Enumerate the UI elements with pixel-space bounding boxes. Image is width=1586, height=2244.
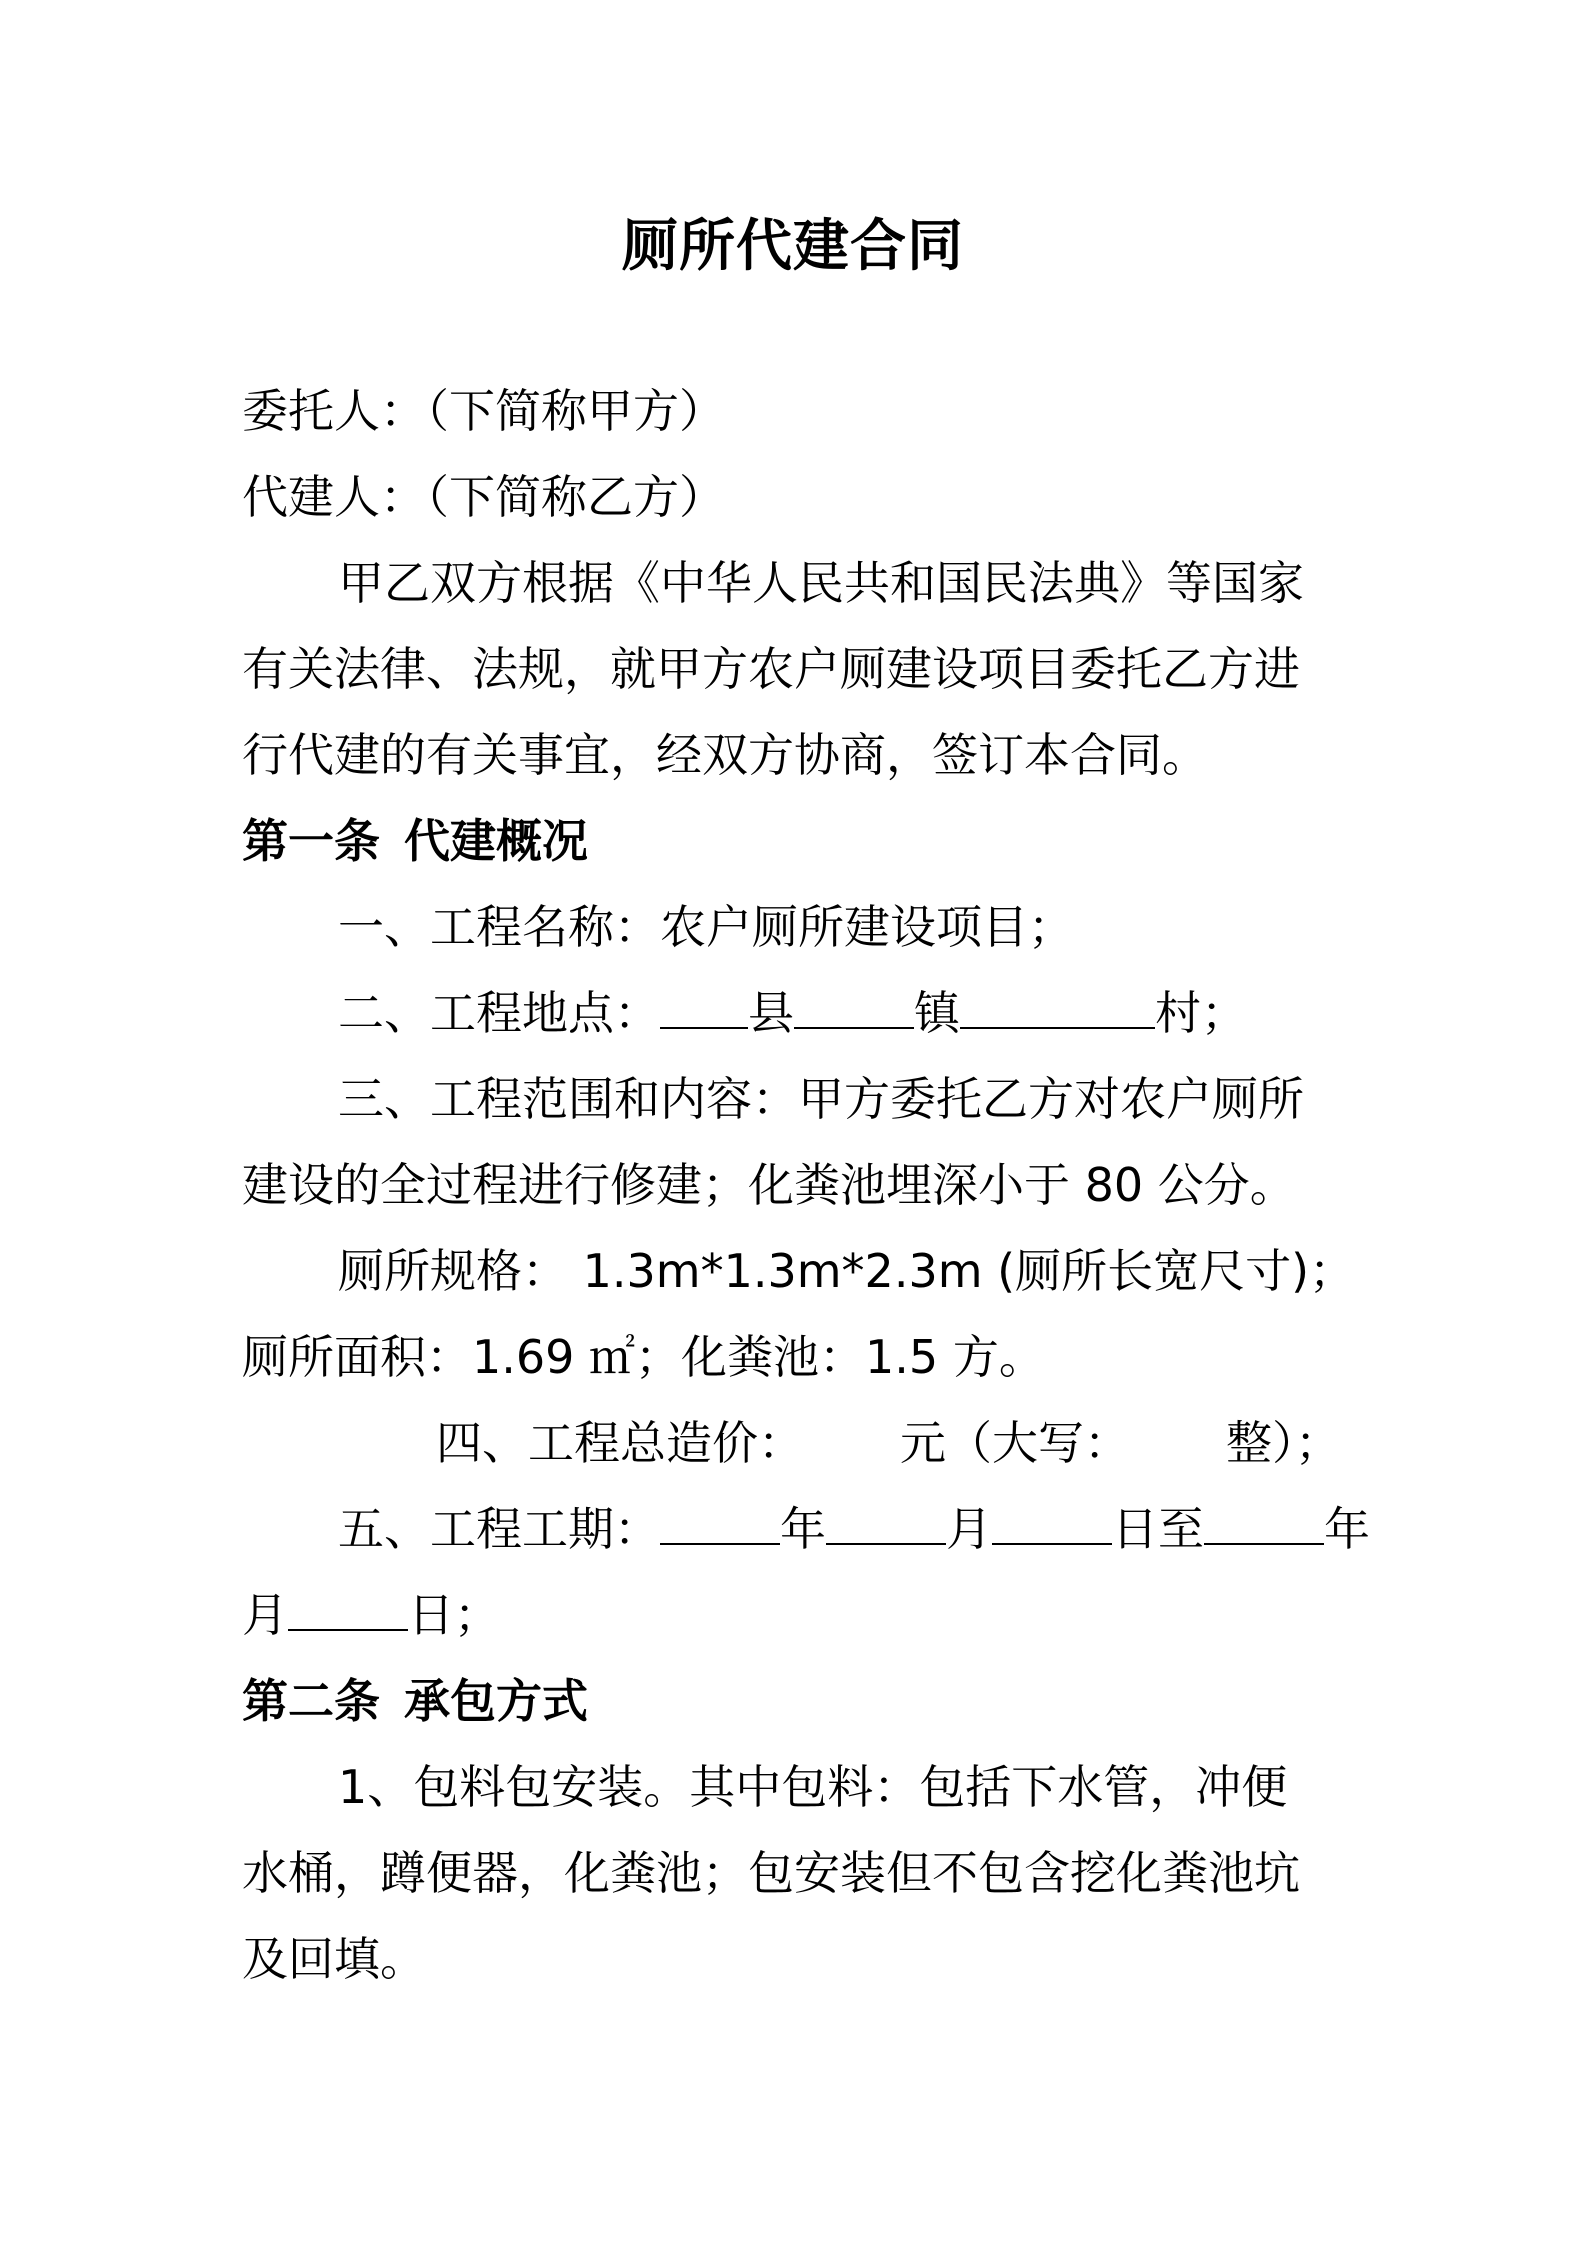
intro-line-2: 有关法律、法规，就甲方农户厕建设项目委托乙方进 — [242, 642, 1300, 696]
start-month-label: 月 — [946, 1502, 992, 1556]
project-scope-line-1: 三、工程范围和内容：甲方委托乙方对农户厕所 — [338, 1072, 1304, 1126]
county-blank — [660, 977, 748, 1029]
intro-line-3: 行代建的有关事宜，经双方协商，签订本合同。 — [242, 728, 1208, 782]
zheng-label: 整）； — [1226, 1416, 1341, 1470]
project-duration-line-2 — [242, 1572, 1352, 1658]
contract-mode-line-1: 1、包料包安装。其中包料：包括下水管，冲便 — [338, 1760, 1288, 1814]
total-cost-label: 四、工程总造价： — [436, 1416, 804, 1470]
project-duration-line — [242, 1486, 1370, 1572]
project-scope-line-2: 建设的全过程进行修建；化粪池埋深小于 80 公分。 — [242, 1158, 1296, 1212]
end-month-label: 月 — [242, 1588, 288, 1642]
start-year-blank — [660, 1493, 780, 1545]
contract-mode-line-3: 及回填。 — [242, 1932, 426, 1986]
article-1-title: 代建概况 — [404, 814, 588, 868]
article-1-number: 第一条 — [242, 814, 380, 868]
village-label: 村； — [1155, 986, 1247, 1040]
toilet-spec-line: 厕所规格： 1.3m*1.3m*2.3m (厕所长宽尺寸)； — [338, 1244, 1356, 1298]
article-2-title: 承包方式 — [404, 1674, 588, 1728]
end-day-blank — [288, 1579, 408, 1631]
duration-label: 五、工程工期： — [338, 1502, 660, 1556]
project-location-line — [242, 970, 1352, 1056]
start-month-blank — [826, 1493, 946, 1545]
toilet-area-line: 厕所面积：1.69 ㎡；化粪池：1.5 方。 — [242, 1330, 1045, 1384]
town-label: 镇 — [914, 986, 960, 1040]
project-name-line: 一、工程名称：农户厕所建设项目； — [338, 900, 1074, 954]
article-2-number: 第二条 — [242, 1674, 380, 1728]
agent-line: 代建人：（下简称乙方） — [242, 470, 725, 524]
start-year-label: 年 — [780, 1502, 826, 1556]
project-location-label: 二、工程地点： — [338, 986, 660, 1040]
article-1-heading — [242, 798, 1352, 884]
village-blank — [960, 977, 1155, 1029]
principal-line: 委托人：（下简称甲方） — [242, 384, 725, 438]
total-cost-line — [242, 1400, 1352, 1486]
end-year-blank — [1204, 1493, 1324, 1545]
start-day-blank — [992, 1493, 1112, 1545]
page-title: 厕所代建合同 — [622, 214, 964, 279]
county-label: 县 — [748, 986, 794, 1040]
article-2-heading — [242, 1658, 1352, 1744]
intro-line-1: 甲乙双方根据《中华人民共和国民法典》等国家 — [338, 556, 1304, 610]
end-day-label: 日； — [408, 1588, 500, 1642]
contract-mode-line-2: 水桶，蹲便器，化粪池；包安装但不包含挖化粪池坑 — [242, 1846, 1300, 1900]
document-body — [242, 368, 1370, 2002]
day-to-label: 日至 — [1112, 1502, 1204, 1556]
yuan-label: 元（大写： — [900, 1416, 1130, 1470]
end-year-label: 年 — [1324, 1502, 1370, 1556]
town-blank — [794, 977, 914, 1029]
